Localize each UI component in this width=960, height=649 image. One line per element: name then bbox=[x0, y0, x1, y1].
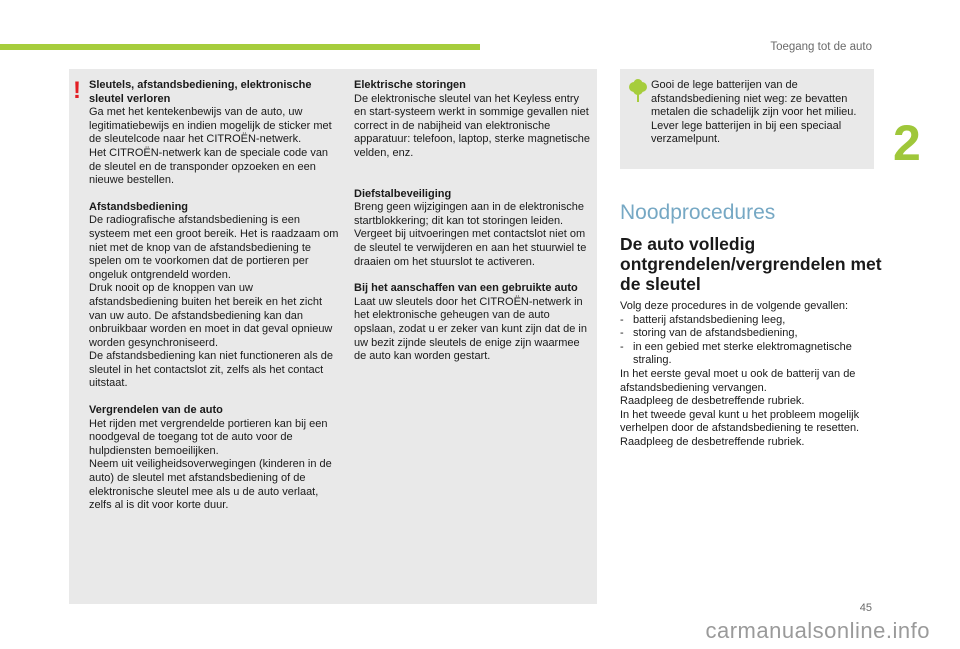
paragraph: Het CITROËN-netwerk kan de speciale code van de sleutel en de transponder opzoeken en een nieuwe bestellen. bbox=[89, 146, 329, 187]
paragraph: De afstandsbediening kan niet functioneren als de sleutel in het contactslot zit, zelfs als het contact uitstaat. bbox=[89, 350, 334, 390]
section-title: Vergrendelen van de auto bbox=[89, 404, 223, 417]
list-item: - in een gebied met sterke elektromagnetische straling. bbox=[620, 340, 852, 367]
paragraph: In het eerste geval moet u ook de batterij van de afstandsbediening vervangen. bbox=[620, 367, 856, 394]
paragraph: Neem uit veiligheidsoverwegingen (kinderen in de auto) de sleutel met afstandsbediening of de elektronische sleutel mee als u de auto verlaat, zelfs al is dit voor korte duur. bbox=[89, 458, 332, 512]
warning-section-keys-lost bbox=[89, 79, 339, 188]
list-item: - storing van de afstandsbediening, bbox=[620, 327, 798, 340]
warning-section-used-car bbox=[354, 282, 594, 364]
header-accent-bar bbox=[0, 44, 480, 50]
subsection-heading: De auto volledig ontgrendelen/vergrendelen met de sleutel bbox=[620, 234, 882, 294]
paragraph: Gooi de lege batterijen van de afstandsbediening niet weg: ze bevatten metalen die schadelijk zijn voor het milieu. bbox=[651, 79, 857, 119]
paragraph: Lever lege batterijen in bij een speciaal verzamelpunt. bbox=[651, 119, 842, 146]
page-number: 45 bbox=[859, 602, 872, 614]
paragraph: Vergeet bij uitvoeringen met contactslot niet om de sleutel te verwijderen en aan het stuurwiel te draaien om het stuurslot te activeren. bbox=[354, 228, 587, 268]
section-title: Diefstalbeveiliging bbox=[354, 187, 452, 200]
chapter-number: 2 bbox=[893, 115, 921, 171]
section-title: Afstandsbediening bbox=[89, 200, 189, 213]
paragraph: Volg deze procedures in de volgende gevallen: bbox=[620, 300, 849, 312]
paragraph: Raadpleeg de desbetreffende rubriek. bbox=[620, 395, 805, 408]
exclamation-icon: ! bbox=[73, 77, 81, 104]
section-title: Elektrische storingen bbox=[354, 79, 466, 91]
paragraph: De radiografische afstandsbediening is een systeem met een groot bereik. Het is raadzaam om niet met de knop van de afstandsbediening te spelen om te voorkomen dat de portieren per ongeluk ontgrendeld worden. bbox=[89, 214, 339, 281]
section-title: Bij het aanschaffen van een gebruikte auto bbox=[354, 282, 578, 295]
paragraph: De elektronische sleutel van het Keyless entry en start-systeem werkt in sommige gevallen niet correct in de nabijheid van elektronische apparatuur: telefoon, laptop, sterke magnetische velden, enz. bbox=[354, 92, 591, 159]
eco-text bbox=[651, 79, 871, 147]
warning-column-2 bbox=[354, 79, 594, 377]
leaf-icon bbox=[628, 79, 648, 108]
paragraph: Druk nooit op de knoppen van uw afstandsbediening buiten het bereik en het zicht van uw auto. De afstandsbediening kan dan onbruikbaar worden en moet in dat geval opnieuw worden gesynchroniseerd. bbox=[89, 282, 333, 349]
paragraph: Laat uw sleutels door het CITROËN-netwerk in het elektronische geheugen van de auto opslaan, zodat u er zeker van kunt zijn dat de in uw bezit zijnde sleutels de enige zijn waarmee de auto kan worden gestart. bbox=[354, 295, 587, 363]
warning-section-locking bbox=[89, 404, 339, 513]
paragraph: Ga met het kentekenbewijs van de auto, uw legitimatiebewijs en indien mogelijk de sticker met de sleutelcode naar het CITROËN-netwerk. bbox=[89, 106, 332, 146]
section-title: Sleutels, afstandsbediening, elektronische sleutel verloren bbox=[89, 79, 312, 105]
paragraph: Het rijden met vergrendelde portieren kan bij een noodgeval de toegang tot de auto voor de hulpdiensten bemoeilijken. bbox=[89, 417, 328, 457]
warning-column-1 bbox=[89, 79, 339, 526]
section-header: Toegang tot de auto bbox=[770, 41, 872, 53]
warning-section-theft bbox=[354, 188, 594, 270]
list-item: - batterij afstandsbediening leeg, bbox=[620, 313, 786, 326]
procedure-text bbox=[620, 300, 885, 450]
warning-section-electrical bbox=[354, 79, 594, 161]
paragraph: Raadpleeg de desbetreffende rubriek. bbox=[620, 435, 805, 448]
section-heading: Noodprocedures bbox=[620, 201, 776, 224]
paragraph: In het tweede geval kunt u het probleem mogelijk verhelpen door de afstandsbediening te resetten. bbox=[620, 408, 860, 435]
warning-section-remote bbox=[89, 201, 339, 391]
paragraph: Breng geen wijzigingen aan in de elektronische startblokkering; dit kan tot storingen leiden. bbox=[354, 201, 584, 227]
watermark: carmanualsonline.info bbox=[705, 618, 930, 643]
